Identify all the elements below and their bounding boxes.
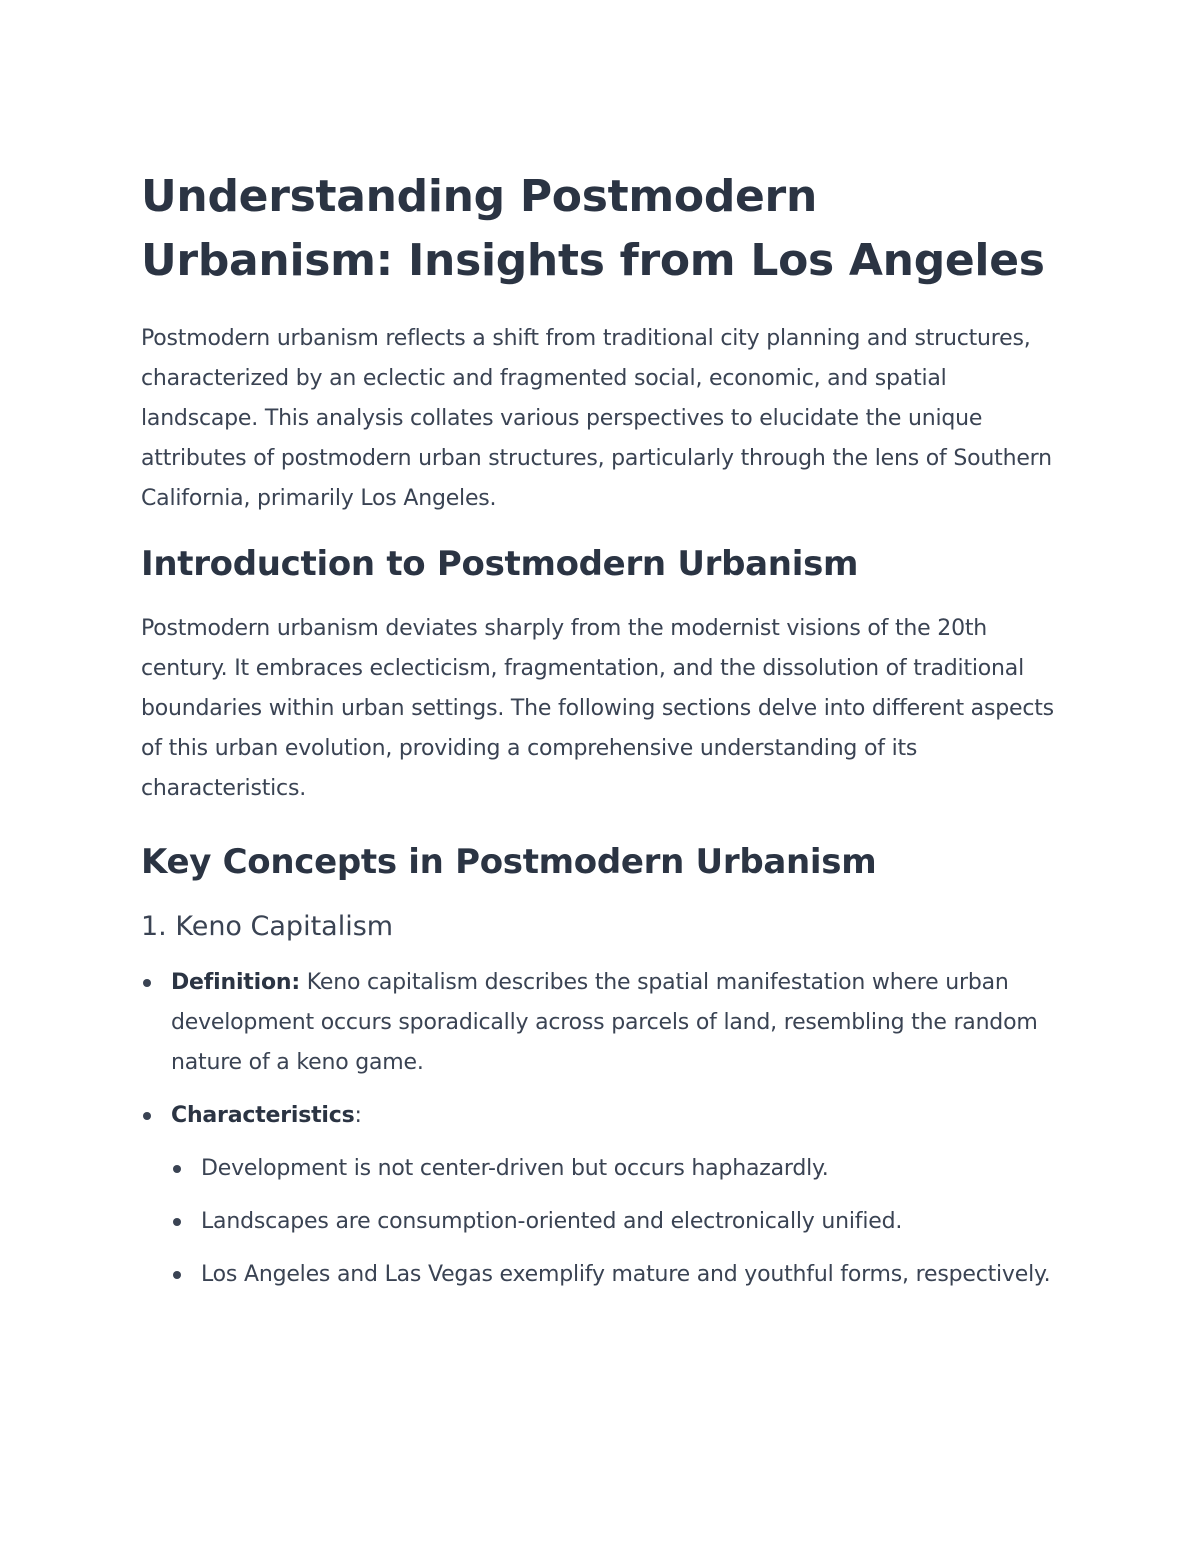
characteristics-colon: : [354, 1103, 362, 1128]
definition-text: Keno capitalism describes the spatial manifestation where urban development occurs sporadically across parcels of land, resembling the random nature of a keno game. [171, 970, 1038, 1075]
section-heading-key-concepts: Key Concepts in Postmodern Urbanism [141, 842, 877, 882]
list-item [171, 1255, 1061, 1295]
list-item-characteristics [141, 1096, 1061, 1295]
characteristics-sublist [171, 1149, 1061, 1295]
bullet-icon [143, 979, 151, 987]
document-title: Understanding Postmodern Urbanism: Insights from Los Angeles [141, 171, 1045, 286]
subheading-keno-capitalism: 1. Keno Capitalism [141, 911, 394, 942]
section-heading-introduction: Introduction to Postmodern Urbanism [141, 544, 859, 584]
bullet-icon [173, 1218, 181, 1226]
keno-capitalism-list [141, 963, 1061, 1295]
document-page [141, 165, 1061, 1308]
characteristic-text: Development is not center-driven but occurs haphazardly. [201, 1156, 829, 1181]
characteristic-text: Landscapes are consumption-oriented and electronically unified. [201, 1209, 903, 1234]
definition-label: Definition: [171, 970, 300, 995]
bullet-icon [173, 1165, 181, 1173]
characteristic-text: Los Angeles and Las Vegas exemplify mature and youthful forms, respectively. [201, 1262, 1051, 1287]
bullet-icon [173, 1271, 181, 1279]
introduction-paragraph: Postmodern urbanism deviates sharply from the modernist visions of the 20th century. It embraces eclecticism, fragmentation, and the dissolution of traditional boundaries within urban settings. The following sections delve into different aspects of this urban evolution, providing a comprehensive understanding of its characteristics. [141, 616, 1054, 801]
intro-paragraph: Postmodern urbanism reflects a shift from traditional city planning and structures, characterized by an eclectic and fragmented social, economic, and spatial landscape. This analysis collates various perspectives to elucidate the unique attributes of postmodern urban structures, particularly through the lens of Southern California, primarily Los Angeles. [141, 326, 1052, 511]
list-item [171, 1202, 1061, 1242]
bullet-icon [143, 1112, 151, 1120]
characteristics-label: Characteristics [171, 1103, 355, 1128]
list-item [171, 1149, 1061, 1189]
list-item-definition [141, 963, 1061, 1083]
